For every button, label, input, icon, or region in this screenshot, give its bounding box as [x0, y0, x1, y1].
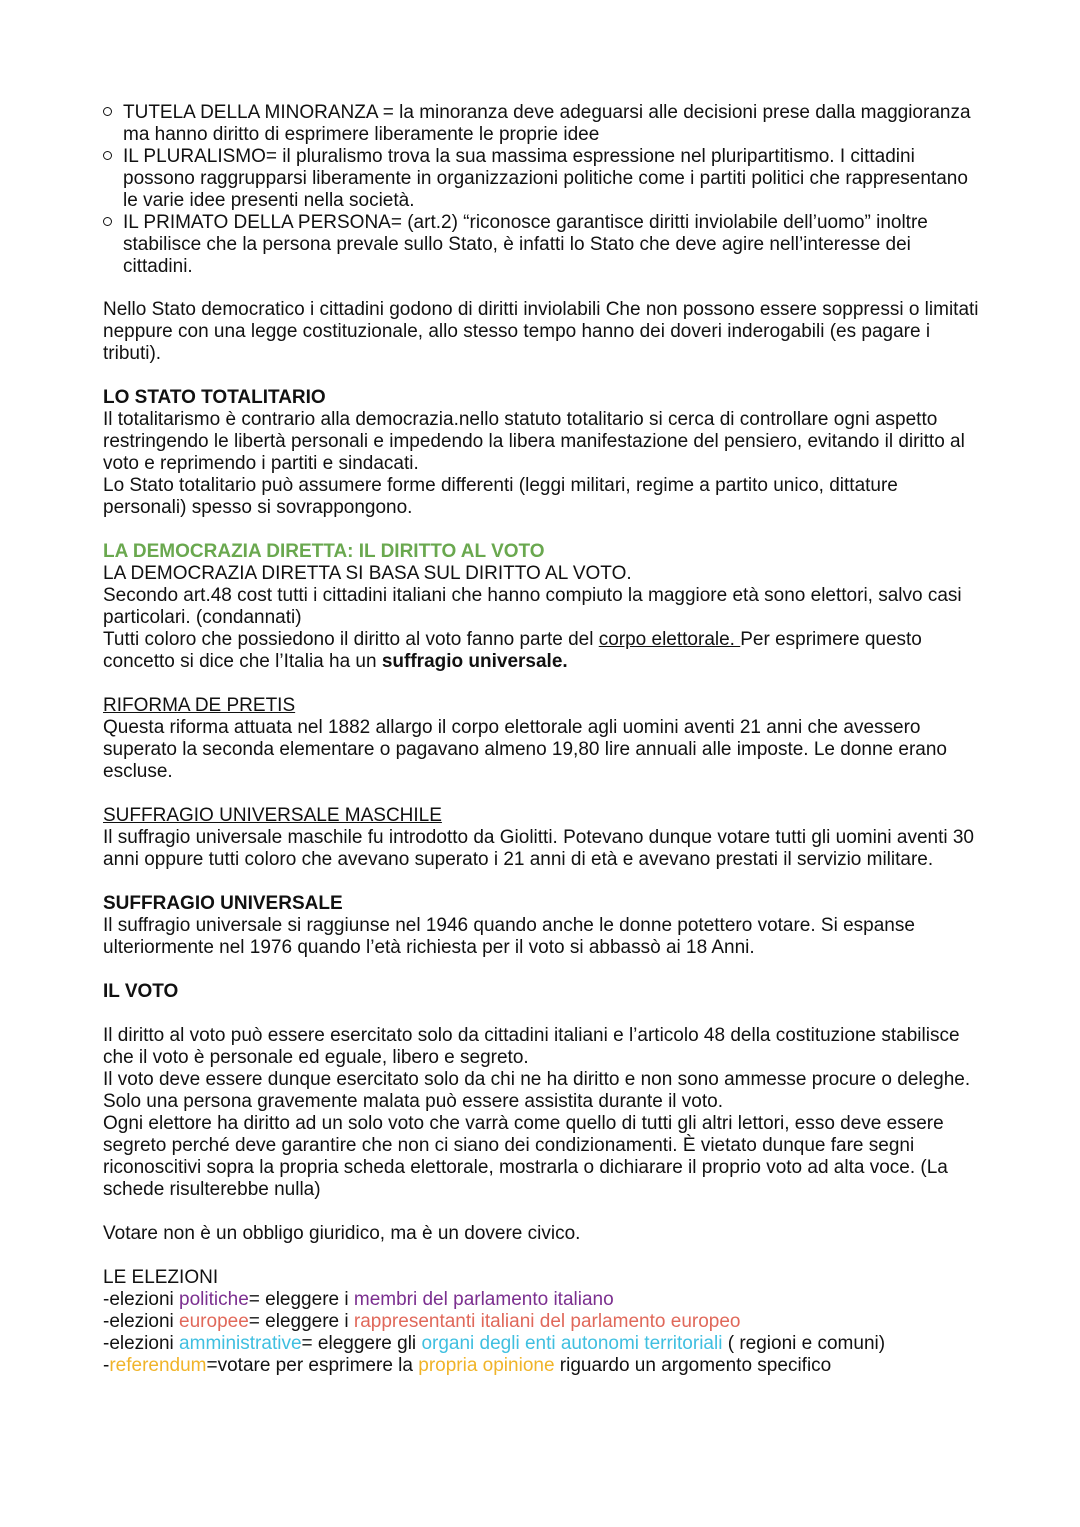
voto-paragraph: Il voto deve essere dunque esercitato solo da chi ne ha diritto e non sono ammesse procure o deleghe. Solo una persona gravemente malata può essere assistita durante il voto. [103, 1069, 971, 1112]
bullet-item [103, 212, 983, 278]
bullet-item [103, 146, 983, 212]
text-run: -elezioni [103, 1289, 180, 1310]
text-run: riguardo un argomento specifico [554, 1355, 832, 1376]
democrazia-line: Secondo art.48 cost tutti i cittadini italiani che hanno compiuto la maggiore età sono elettori, salvo casi particolari. (condannati) [103, 585, 962, 628]
bold-term: suffragio universale. [381, 651, 568, 672]
underlined-term: corpo elettorale. [598, 629, 741, 650]
text-run: Per esprimere questo concetto si dice che l’Italia ha un [103, 629, 922, 672]
text-run: =votare per esprimere la [206, 1355, 419, 1376]
bullet-item [103, 102, 983, 146]
section-heading-voto: IL VOTO [103, 981, 179, 1002]
elezioni-line [103, 1289, 983, 1311]
main-content [103, 299, 983, 1377]
colored-term: referendum [109, 1355, 207, 1376]
maschile-paragraph: Il suffragio universale maschile fu introdotto da Giolitti. Potevano dunque votare tutti gli uomini aventi 30 anni oppure tutti coloro che avevano superato i 21 anni di età e avevano prestati il servizio militare. [103, 827, 974, 870]
bullet-text: = la minoranza deve adeguarsi alle decisioni prese dalla maggioranza ma hanno diritto di esprimere liberamente le proprie idee [123, 102, 971, 145]
totalitario-paragraph: Il totalitarismo è contrario alla democrazia.nello statuto totalitario si cerca di controllare ogni aspetto restringendo le libertà personali e impedendo la libera manifestazione del pensiero, evitando il diritto al voto e reprimendo i partiti e sindacati. [103, 409, 965, 474]
section-heading-universale: SUFFRAGIO UNIVERSALE [103, 893, 343, 914]
text-run: - [103, 1355, 110, 1376]
colored-term: propria opinione [418, 1355, 555, 1376]
section-heading-totalitario: LO STATO TOTALITARIO [103, 387, 326, 408]
democrazia-line: LA DEMOCRAZIA DIRETTA SI BASA SUL DIRITTO AL VOTO. [103, 563, 632, 584]
text-run: Tutti coloro che possiedono il diritto al voto fanno parte del [103, 629, 599, 650]
circle-bullet-icon [103, 151, 112, 160]
text-run: = eleggere gli [301, 1333, 422, 1354]
section-heading-democrazia: LA DEMOCRAZIA DIRETTA: IL DIRITTO AL VOTO [103, 541, 545, 562]
text-run: = eleggere i [248, 1289, 354, 1310]
bullet-text: = il pluralismo trova la sua massima espressione nel pluripartitismo. I cittadini possono raggrupparsi liberamente in organizzazioni politiche come i partiti politici che rappresentano le varie idee presenti nella società. [123, 146, 968, 211]
totalitario-paragraph: Lo Stato totalitario può assumere forme differenti (leggi militari, regime a partito unico, dittature personali) spesso si sovrappongono. [103, 475, 898, 518]
pretis-paragraph: Questa riforma attuata nel 1882 allargo il corpo elettorale agli uomini aventi 21 anni che avessero superato la seconda elementare o pagavano almeno 19,80 lire annuali alle imposte. Le donne erano escluse. [103, 717, 947, 782]
democrazia-line [103, 629, 983, 673]
bullet-list [103, 102, 983, 278]
section-heading-maschile: SUFFRAGIO UNIVERSALE MASCHILE [103, 805, 442, 826]
elezioni-line [103, 1311, 983, 1333]
elezioni-line [103, 1355, 983, 1377]
voto-paragraph: Ogni elettore ha diritto ad un solo voto che varrà come quello di tutti gli altri lettori, esso deve essere segreto perché deve garantire che non ci siano dei condizionamenti. È vietato dunque fare segni riconoscitivi sopra la propria scheda elettorale, mostrarla o dichiarare il proprio voto ad alta voce. (La schede risulterebbe nulla) [103, 1113, 948, 1200]
section-heading-elezioni: LE ELEZIONI [103, 1267, 219, 1288]
bullet-title: IL PLURALISMO [123, 146, 266, 167]
bullet-text: = (art.2) “riconosce garantisce diritti inviolabile dell’uomo” inoltre stabilisce che la persona prevale sullo Stato, è infatti lo Stato che deve agire nell’interesse dei cittadini. [123, 212, 928, 277]
colored-term: rappresentanti italiani del parlamento europeo [353, 1311, 741, 1332]
colored-term: amministrative [179, 1333, 302, 1354]
circle-bullet-icon [103, 217, 112, 226]
voto-paragraph: Votare non è un obbligo giuridico, ma è un dovere civico. [103, 1223, 581, 1244]
colored-term: politiche [179, 1289, 249, 1310]
text-run: -elezioni [103, 1333, 180, 1354]
voto-paragraph: Il diritto al voto può essere esercitato solo da cittadini italiani e l’articolo 48 della costituzione stabilisce che il voto è personale ed eguale, libero e segreto. [103, 1025, 960, 1068]
universale-paragraph: Il suffragio universale si raggiunse nel 1946 quando anche le donne potettero votare. Si espanse ulteriormente nel 1976 quando l’età richiesta per il voto si abbassò ai 18 Anni. [103, 915, 915, 958]
text-run: = eleggere i [248, 1311, 354, 1332]
section-heading-pretis: RIFORMA DE PRETIS [103, 695, 296, 716]
text-run: -elezioni [103, 1311, 180, 1332]
colored-term: europee [179, 1311, 249, 1332]
colored-term: membri del parlamento italiano [353, 1289, 614, 1310]
intro-paragraph: Nello Stato democratico i cittadini godono di diritti inviolabili Che non possono essere soppressi o limitati neppure con una legge costituzionale, allo stesso tempo hanno dei doveri inderogabili (es pagare i tributi). [103, 299, 979, 364]
colored-term: organi degli enti autonomi territoriali [421, 1333, 723, 1354]
bullet-title: IL PRIMATO DELLA PERSONA [123, 212, 391, 233]
circle-bullet-icon [103, 107, 112, 116]
bullet-title: TUTELA DELLA MINORANZA [123, 102, 378, 123]
elezioni-line [103, 1333, 983, 1355]
text-run: ( regioni e comuni) [722, 1333, 886, 1354]
